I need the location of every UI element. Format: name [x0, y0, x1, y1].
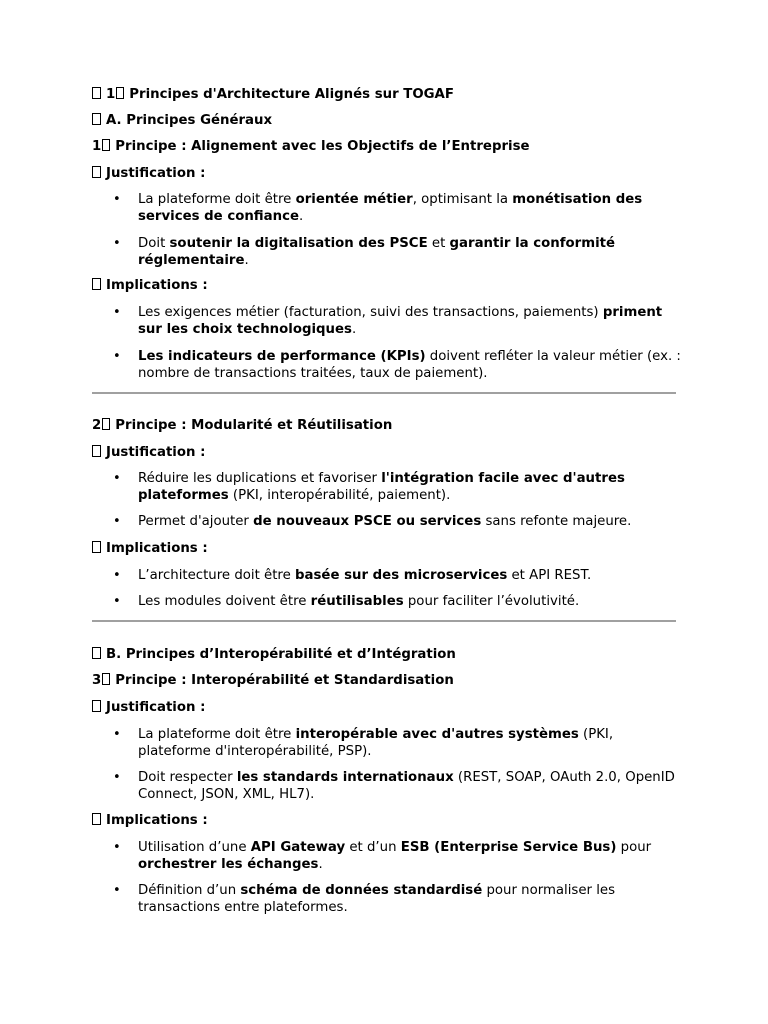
principle-2-title: 2 Principe : Modularité et Réutilisation: [92, 418, 393, 433]
bullet-icon: •: [113, 236, 121, 251]
missing-glyph-icon: [102, 139, 110, 151]
bullet-icon: •: [113, 471, 121, 486]
list-item-text: Les modules doivent être réutilisables pour faciliter l’évolutivité.: [138, 594, 580, 609]
list-item-text: La plateforme doit être orientée métier, optimisant la monétisation des services de confiance.: [138, 192, 643, 224]
missing-glyph-icon: [92, 278, 101, 290]
principle-1-implications-heading: Implications :: [92, 277, 208, 294]
principle-3-title: 3 Principe : Interopérabilité et Standardisation: [92, 673, 454, 688]
list-item-text: Les indicateurs de performance (KPIs) doivent refléter la valeur métier (ex. : nombre de transactions traitées, taux de paiement).: [138, 349, 681, 381]
section-1-title: 1 Principes d'Architecture Alignés sur TOGAF: [92, 86, 454, 103]
list-item-text: Les exigences métier (facturation, suivi des transactions, paiements) priment sur les choix technologiques.: [138, 305, 663, 337]
list-item-text: Doit soutenir la digitalisation des PSCE et garantir la conformité réglementaire.: [138, 236, 616, 268]
missing-glyph-icon: [116, 87, 124, 99]
section-b-title: B. Principes d’Interopérabilité et d’Intégration: [92, 646, 456, 663]
principle-2-implications-heading: Implications :: [92, 540, 208, 557]
missing-glyph-icon: [92, 541, 101, 553]
missing-glyph-icon: [102, 673, 110, 685]
bullet-icon: •: [113, 840, 121, 855]
bullet-icon: •: [113, 883, 121, 898]
list-item-text: Utilisation d’une API Gateway et d’un ESB (Enterprise Service Bus) pour orchestrer les échanges.: [138, 840, 652, 872]
list-item-text: Doit respecter les standards internationaux (REST, SOAP, OAuth 2.0, OpenID Connect, JSON, XML, HL7).: [138, 770, 675, 802]
bullet-icon: •: [113, 192, 121, 207]
principle-1-title: 1 Principe : Alignement avec les Objectifs de l’Entreprise: [92, 139, 530, 154]
bullet-icon: •: [113, 770, 121, 785]
missing-glyph-icon: [92, 700, 101, 712]
bullet-icon: •: [113, 349, 121, 364]
list-item-text: Permet d'ajouter de nouveaux PSCE ou services sans refonte majeure.: [138, 514, 632, 529]
missing-glyph-icon: [92, 113, 101, 125]
missing-glyph-icon: [92, 813, 101, 825]
bullet-icon: •: [113, 305, 121, 320]
missing-glyph-icon: [102, 418, 110, 430]
horizontal-divider: [92, 620, 676, 622]
principle-3-implications-heading: Implications :: [92, 812, 208, 829]
principle-1-justification-heading: Justification :: [92, 165, 205, 182]
missing-glyph-icon: [92, 445, 101, 457]
list-item-text: Réduire les duplications et favoriser l'intégration facile avec d'autres plateformes (PKI, interopérabilité, paiement).: [138, 471, 625, 503]
bullet-icon: •: [113, 727, 121, 742]
list-item-text: L’architecture doit être basée sur des microservices et API REST.: [138, 568, 592, 583]
list-item-text: La plateforme doit être interopérable avec d'autres systèmes (PKI, plateforme d'interopérabilité, PSP).: [138, 727, 614, 759]
missing-glyph-icon: [92, 87, 101, 99]
principle-3-justification-heading: Justification :: [92, 699, 205, 716]
principle-2-justification-heading: Justification :: [92, 444, 205, 461]
horizontal-divider: [92, 392, 676, 394]
missing-glyph-icon: [92, 166, 101, 178]
bullet-icon: •: [113, 514, 121, 529]
missing-glyph-icon: [92, 647, 101, 659]
bullet-icon: •: [113, 594, 121, 609]
bullet-icon: •: [113, 568, 121, 583]
list-item-text: Définition d’un schéma de données standardisé pour normaliser les transactions entre plateformes.: [138, 883, 616, 915]
section-a-title: A. Principes Généraux: [92, 112, 272, 129]
